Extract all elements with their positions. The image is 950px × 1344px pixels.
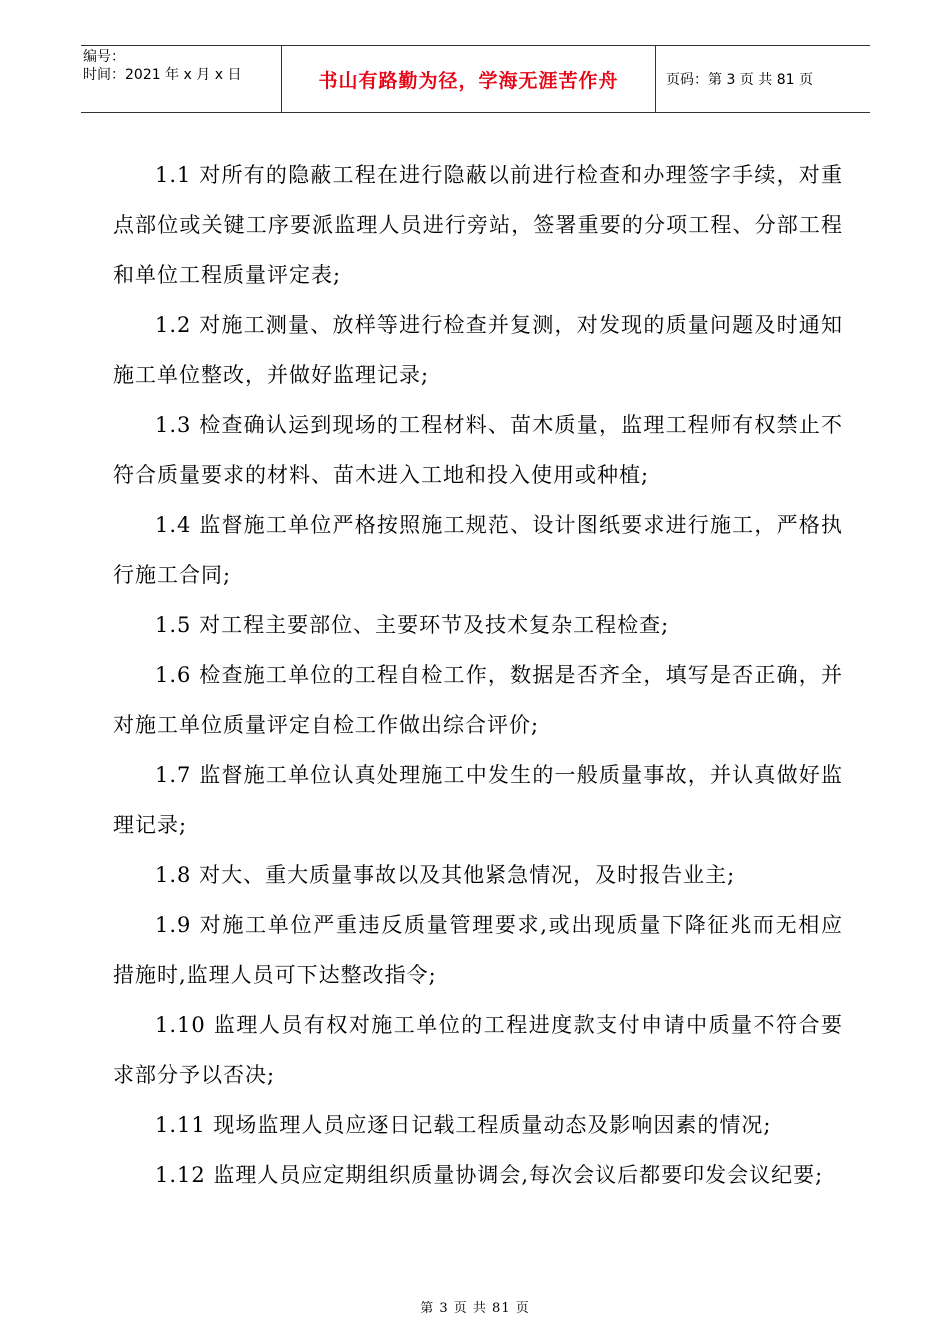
- header-meta: [81, 46, 282, 112]
- paragraph-1-1: 1.1 对所有的隐蔽工程在进行隐蔽以前进行检查和办理签字手续，对重点部位或关键工序要派监理人员进行旁站，签署重要的分项工程、分部工程和单位工程质量评定表;: [113, 163, 843, 287]
- paragraph-1-7: 1.7 监督施工单位认真处理施工中发生的一般质量事故，并认真做好监理记录;: [113, 763, 843, 837]
- paragraph-1-9: 1.9 对施工单位严重违反质量管理要求,或出现质量下降征兆而无相应措施时,监理人员可下达整改指令;: [113, 913, 843, 987]
- header-motto: 书山有路勤为径，学海无涯苦作舟: [282, 46, 656, 112]
- paragraph-1-4: 1.4 监督施工单位严格按照施工规范、设计图纸要求进行施工，严格执行施工合同;: [113, 513, 843, 587]
- paragraph-1-10: 1.10 监理人员有权对施工单位的工程进度款支付申请中质量不符合要求部分予以否决;: [113, 1013, 843, 1087]
- paragraph-1-5: 1.5 对工程主要部位、主要环节及技术复杂工程检查;: [155, 613, 670, 637]
- paragraph-1-11: 1.11 现场监理人员应逐日记载工程质量动态及影响因素的情况;: [155, 1113, 772, 1137]
- paragraph-1-8: 1.8 对大、重大质量事故以及其他紧急情况，及时报告业主;: [155, 863, 736, 887]
- document-body: [113, 150, 843, 1200]
- document-number-label: 编号：: [83, 49, 125, 65]
- document-date-label: 时间：2021 年 x 月 x 日: [83, 67, 242, 83]
- page-footer: 第 3 页 共 81 页: [420, 1301, 530, 1316]
- paragraph-1-12: 1.12 监理人员应定期组织质量协调会,每次会议后都要印发会议纪要;: [155, 1163, 824, 1187]
- paragraph-1-3: 1.3 检查确认运到现场的工程材料、苗木质量，监理工程师有权禁止不符合质量要求的材料、苗木进入工地和投入使用或种植;: [113, 413, 843, 487]
- paragraph-1-2: 1.2 对施工测量、放样等进行检查并复测，对发现的质量问题及时通知施工单位整改，并做好监理记录;: [113, 313, 843, 387]
- paragraph-1-6: 1.6 检查施工单位的工程自检工作，数据是否齐全，填写是否正确，并对施工单位质量评定自检工作做出综合评价;: [113, 663, 843, 737]
- header-page-number: 页码：第 3 页 共 81 页: [666, 72, 813, 88]
- page-header: [81, 45, 870, 113]
